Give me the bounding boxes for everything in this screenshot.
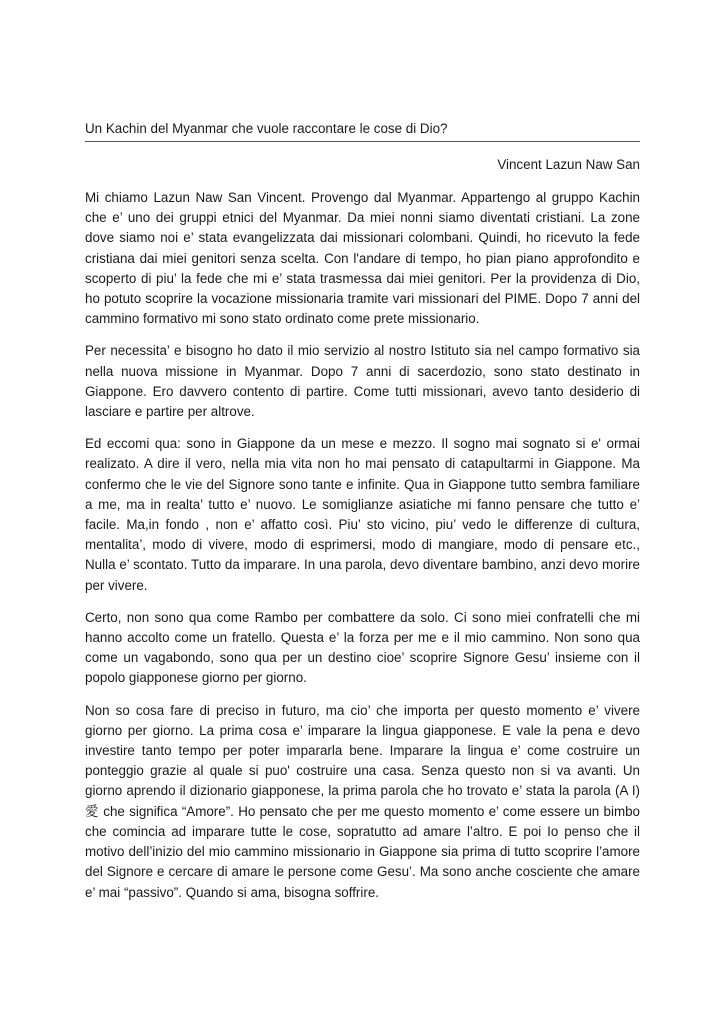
document-page <box>85 120 640 903</box>
paragraph-4: Certo, non sono qua come Rambo per combattere da solo. Ci sono miei confratelli che mi hanno accolto come un fratello. Questa e’ la forza per me e il mio cammino. Non sono qua come un vagabondo, sono qua per un destino cioe’ scoprire Signore Gesu’ insieme con il popolo giapponese giorno per giorno. <box>85 609 640 686</box>
document-title: Un Kachin del Myanmar che vuole raccontare le cose di Dio? <box>85 120 640 142</box>
paragraph-2: Per necessita’ e bisogno ho dato il mio servizio al nostro Istituto sia nel campo formativo sia nella nuova missione in Myanmar. Dopo 7 anni di sacerdozio, sono stato destinato in Giappone. Ero davvero contento di partire. Come tutti missionari, avevo tanto desiderio di lasciare e partire per altrove. <box>85 343 640 420</box>
paragraph-5: Non so cosa fare di preciso in futuro, ma cio’ che importa per questo momento e’ vivere giorno per giorno. La prima cosa e’ imparare la lingua giapponese. E vale la pena e devo investire tanto tempo per poter impararla bene. Imparare la lingua e’ come costruire un ponteggio grazie al quale si puo' costruire una casa. Senza questo non si va avanti. Un giorno aprendo il dizionario giapponese, la prima parola che ho trovato e’ stata la parola (A I) 愛 che significa “Amore”. Ho pensato che per me questo momento e’ come essere un bimbo che comincia ad imparare tutte le cose, sopratutto ad amare l’altro. E poi Io penso che il motivo dell’inizio del mio cammino missionario in Giappone sia prima di tutto scoprire l’amore del Signore e cercare di amare le persone come Gesu’. Ma sono anche cosciente che amare e’ mai “passivo”. Quando si ama, bisogna soffrire. <box>85 702 640 900</box>
author-name: Vincent Lazun Naw San <box>497 157 640 172</box>
paragraph-3: Ed eccomi qua: sono in Giappone da un mese e mezzo. Il sogno mai sognato si e' ormai realizato. A dire il vero, nella mia vita non ho mai pensato di catapultarmi in Giappone. Ma confermo che le vie del Signore sono tante e infinite. Qua in Giappone tutto sembra familiare a me, ma in realta’ tutto e’ nuovo. Le somiglianze asiatiche mi fanno pensare che tutto e’ facile. Ma,in fondo , non e’ affatto così. Piu’ sto vicino, piu’ vedo le differenze di cultura, mentalita’, modo di vivere, modo di esprimersi, modo di mangiare, modo di pensare etc., Nulla e’ scontato. Tutto da imparare. In una parola, devo diventare bambino, anzi devo morire per vivere. <box>85 436 640 593</box>
paragraph-1: Mi chiamo Lazun Naw San Vincent. Provengo dal Myanmar. Appartengo al gruppo Kachin che e’ uno dei gruppi etnici del Myanmar. Da miei nonni siamo diventati cristiani. La zone dove siamo noi e’ stata evangelizzata dai missionari colombani. Quindi, ho ricevuto la fede cristiana dai miei genitori senza scelta. Con l'andare di tempo, ho pian piano approfondito e scoperto di piu’ la fede che mi e’ stata trasmessa dai miei genitori. Per la providenza di Dio, ho potuto scoprire la vocazione missionaria tramite vari missionari del PIME. Dopo 7 anni del cammino formativo mi sono stato ordinato come prete missionario. <box>85 190 640 327</box>
